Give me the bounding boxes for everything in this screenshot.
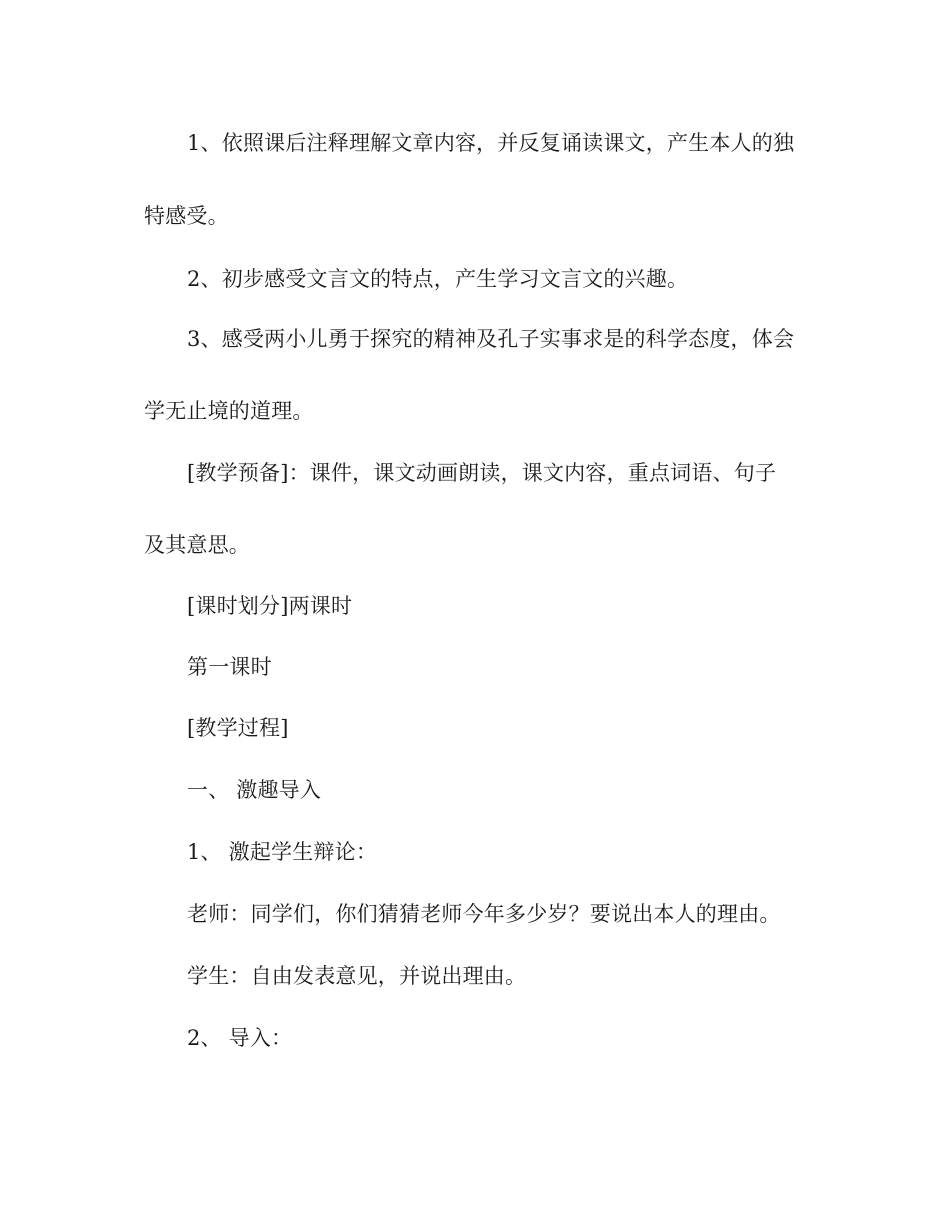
paragraph-1-line-1: 1、依照课后注释理解文章内容，并反复诵读课文，产生本人的独 (187, 131, 795, 155)
teaching-process-heading: [教学过程] (187, 716, 289, 740)
teacher-line: 老师：同学们，你们猜猜老师今年多少岁？要说出本人的理由。 (187, 902, 781, 926)
paragraph-3-line-2: 学无止境的道理。 (144, 399, 314, 423)
lesson-division: [课时划分]两课时 (187, 594, 353, 618)
first-lesson-heading: 第一课时 (187, 655, 272, 679)
paragraph-4-line-1: [教学预备]：课件，课文动画朗读，课文内容，重点词语、句子 (187, 461, 777, 485)
step-2: 2、 导入： (187, 1026, 293, 1050)
paragraph-4-line-2: 及其意思。 (144, 533, 250, 557)
student-line: 学生：自由发表意见，并说出理由。 (187, 964, 527, 988)
step-1: 1、 激起学生辩论： (187, 840, 378, 864)
paragraph-1-line-2: 特感受。 (144, 204, 229, 228)
paragraph-2: 2、初步感受文言文的特点，产生学习文言文的兴趣。 (187, 267, 689, 291)
section-heading-intro: 一、 激趣导入 (187, 778, 322, 802)
paragraph-3-line-1: 3、感受两小儿勇于探究的精神及孔子实事求是的科学态度，体会 (187, 327, 795, 351)
